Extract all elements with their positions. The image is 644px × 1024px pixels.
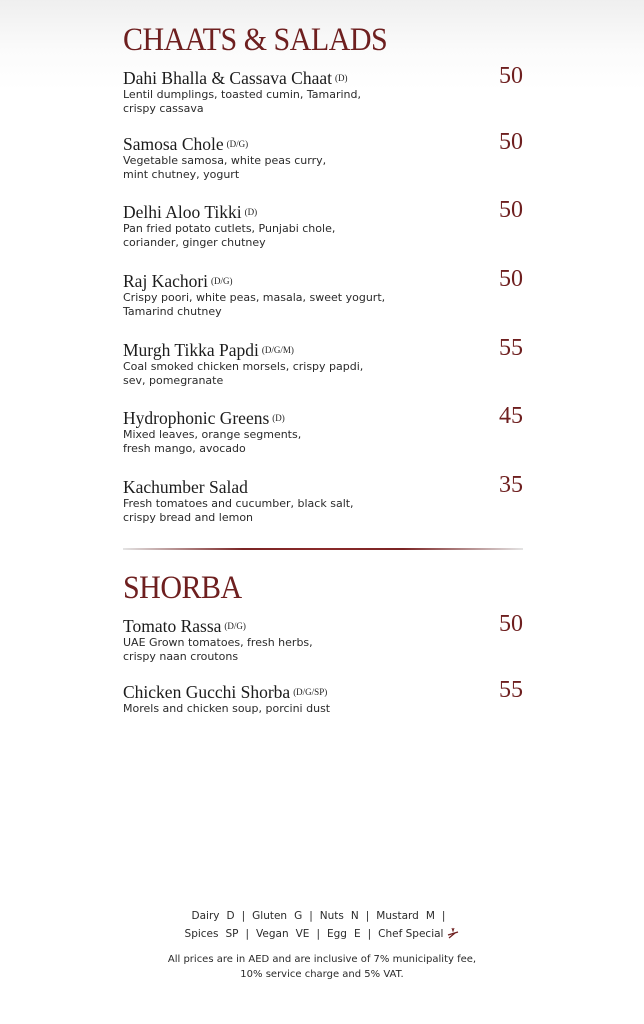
menu-item — [123, 63, 523, 116]
item-price: 55 — [499, 677, 523, 703]
item-description: coriander, ginger chutney — [123, 236, 266, 249]
legend-separator: | — [365, 910, 370, 922]
item-description: Tamarind chutney — [123, 305, 222, 318]
item-tags: (D) — [272, 413, 285, 423]
legend-separator: | — [245, 928, 250, 940]
legend-separator: | — [441, 910, 446, 922]
legend-label: Spices — [184, 928, 219, 940]
menu-item — [123, 403, 523, 456]
item-tags: (D/G) — [224, 621, 246, 631]
item-description: Morels and chicken soup, porcini dust — [123, 702, 331, 715]
legend-label: Vegan — [256, 928, 289, 940]
item-name: Tomato Rassa — [123, 616, 222, 636]
item-tags: (D) — [334, 73, 348, 83]
price-note-line-1: All prices are in AED and are inclusive of 7% municipality fee, — [167, 954, 477, 965]
item-tags: (D) — [244, 207, 258, 217]
menu-item — [123, 611, 523, 664]
item-description: Lentil dumplings, toasted cumin, Tamarind, — [123, 88, 361, 101]
legend-label: Nuts — [319, 910, 344, 922]
legend-label: Dairy — [191, 910, 220, 922]
item-description: Fresh tomatoes and cucumber, black salt, — [123, 497, 354, 510]
item-description: sev, pomegranate — [123, 374, 224, 387]
legend-code: G — [294, 910, 303, 922]
item-description: Crispy poori, white peas, masala, sweet yogurt, — [123, 291, 386, 304]
legend-separator: | — [241, 910, 246, 922]
item-name: Hydrophonic Greens — [123, 408, 270, 428]
item-price: 35 — [499, 472, 523, 498]
item-description: Coal smoked chicken morsels, crispy papdi, — [123, 360, 364, 373]
item-description: fresh mango, avocado — [123, 442, 246, 455]
item-tags: (D/G) — [226, 139, 249, 149]
allergen-legend-row-1 — [0, 907, 644, 925]
menu-item — [123, 472, 523, 525]
legend-separator: | — [316, 928, 320, 940]
item-tags: (D/G/M) — [261, 345, 294, 355]
item-name: Murgh Tikka Papdi — [123, 340, 259, 360]
item-name: Raj Kachori — [123, 271, 209, 291]
item-price: 50 — [499, 197, 523, 223]
item-price: 50 — [499, 611, 523, 637]
legend-code: D — [226, 910, 235, 922]
item-name: Dahi Bhalla & Cassava Chaat — [123, 68, 332, 88]
item-price: 45 — [499, 403, 523, 429]
legend-label: Mustard — [376, 910, 419, 922]
allergen-legend-row-2 — [0, 925, 644, 943]
item-name: Kachumber Salad — [123, 477, 248, 497]
item-description: crispy bread and lemon — [123, 511, 254, 524]
menu-item — [123, 129, 523, 182]
item-description: Vegetable samosa, white peas curry, — [123, 154, 327, 167]
legend-separator: | — [367, 928, 372, 940]
item-name: Chicken Gucchi Shorba — [123, 682, 291, 702]
legend-code: SP — [225, 928, 239, 940]
legend-separator: | — [309, 910, 313, 922]
price-note — [0, 952, 644, 982]
legend-code: E — [353, 928, 361, 940]
legend-code: N — [350, 910, 359, 922]
legend-code: M — [425, 910, 435, 922]
item-price: 50 — [499, 129, 523, 155]
menu-item — [123, 197, 523, 250]
item-price: 50 — [499, 266, 523, 292]
legend-label: Chef Special — [378, 928, 444, 940]
menu-item — [123, 335, 523, 388]
legend-label: Egg — [327, 928, 347, 940]
item-name: Samosa Chole — [123, 134, 224, 154]
section-divider — [123, 548, 523, 550]
item-description: crispy cassava — [123, 102, 204, 115]
menu-item — [123, 677, 523, 716]
item-tags: (D/G) — [211, 276, 233, 286]
item-tags: (D/G/SP) — [293, 687, 328, 697]
legend-label: Gluten — [252, 910, 288, 922]
menu-item — [123, 266, 523, 319]
legend-code: VE — [295, 928, 310, 940]
item-description: crispy naan croutons — [123, 650, 239, 663]
item-price: 55 — [499, 335, 523, 361]
chef-special-icon — [447, 927, 459, 939]
price-note-line-2: 10% service charge and 5% VAT. — [240, 969, 404, 980]
item-name: Delhi Aloo Tikki — [123, 202, 242, 222]
item-description: mint chutney, yogurt — [123, 168, 240, 181]
item-price: 50 — [499, 63, 523, 89]
section-title-shorba: SHORBA — [123, 569, 242, 606]
item-description: Pan fried potato cutlets, Punjabi chole, — [123, 222, 336, 235]
item-description: Mixed leaves, orange segments, — [123, 428, 302, 441]
item-description: UAE Grown tomatoes, fresh herbs, — [123, 636, 313, 649]
section-title-chaats-salads: CHAATS & SALADS — [123, 21, 388, 58]
